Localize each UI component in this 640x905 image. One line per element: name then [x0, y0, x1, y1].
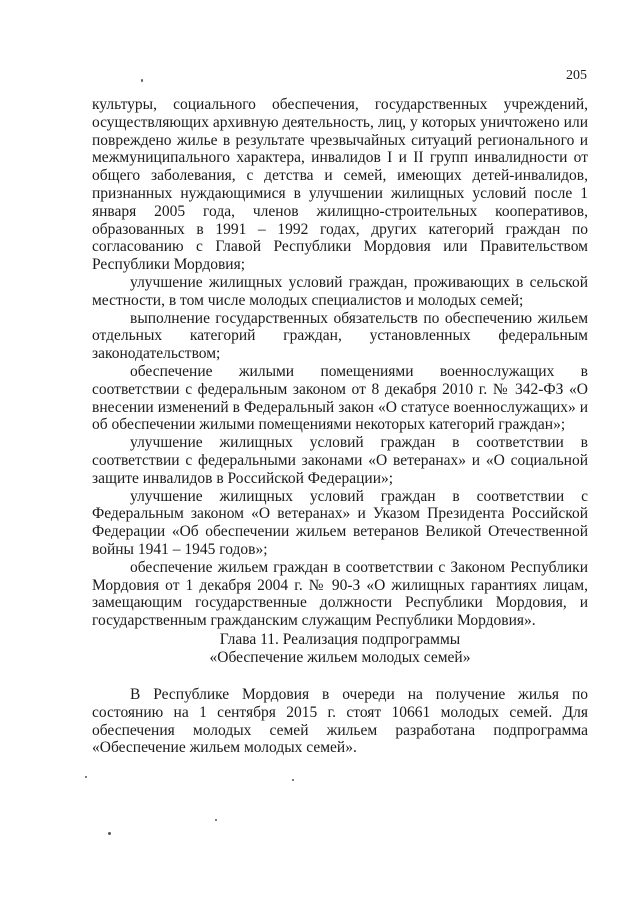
chapter-heading-line-1: Глава 11. Реализация подпрограммы — [219, 631, 461, 648]
paragraph-6: улучшение жилищных условий граждан в соответствии с Федеральным законом «О ветеранах» и Указом Президента Российской Федерации «Об обеспечении жильем ветеранов Великой Отечественной войны 1941 – 1945 годов»; — [92, 487, 588, 558]
scan-speck — [215, 819, 217, 821]
chapter-body — [92, 686, 588, 757]
paragraph-3: выполнение государственных обязательств по обеспечению жильем отдельных категорий граждан, установленных федеральным законодательством; — [92, 309, 588, 363]
paragraph-8: В Республике Мордовия в очереди на получение жилья по состоянию на 1 сентября 2015 г. стоят 10661 молодых семей. Для обеспечения молодых семей жильем разработана подпрограмма «Обеспечение жильем молодых семей». — [92, 686, 588, 757]
body-text — [92, 96, 588, 630]
paragraph-1: культуры, социального обеспечения, государственных учреждений, осуществляющих архивную деятельность, лиц, у которых уничтожено или повреждено жилье в результате чрезвычайных ситуаций регионального и межмуниципального характера, инвалидов I и II групп инвалидности от общего заболевания, с детства и семей, имеющих детей-инвалидов, признанных нуждающимися в улучшении жилищных условий после 1 января 2005 года, членов жилищно-строительных кооперативов, образованных в 1991 – 1992 годах, других категорий граждан по согласованию с Главой Республики Мордовия или Правительством Республики Мордовия; — [92, 96, 588, 274]
paragraph-5: улучшение жилищных условий граждан в соответствии в соответствии с федеральными законами «О ветеранах» и «О социальной защите инвалидов в Российской Федерации»; — [92, 434, 588, 487]
chapter-heading — [92, 631, 588, 667]
paragraph-2: улучшение жилищных условий граждан, проживающих в сельской местности, в том числе молодых специалистов и молодых семей; — [92, 273, 588, 309]
scan-speck — [85, 776, 87, 778]
paragraph-7: обеспечение жильем граждан в соответствии с Законом Республики Мордовия от 1 декабря 2004 г. № 90-З «О жилищных гарантиях лицам, замещающим государственные должности Республики Мордовия, и государственным гражданским служащим Республики Мордовия». — [92, 558, 588, 630]
scan-speck — [141, 79, 143, 82]
scan-speck — [292, 779, 294, 781]
paragraph-4: обеспечение жилыми помещениями военнослужащих в соответствии с федеральным законом от 8 декабря 2010 г. № 342-ФЗ «О внесении изменений в Федеральный закон «О статусе военнослужащих» и об обеспечении жилыми помещениями некоторых категорий граждан»; — [92, 362, 588, 434]
scan-speck — [108, 832, 111, 835]
chapter-heading-line-2: «Обеспечение жильем молодых семей» — [209, 649, 471, 666]
page-number: 205 — [566, 68, 587, 83]
